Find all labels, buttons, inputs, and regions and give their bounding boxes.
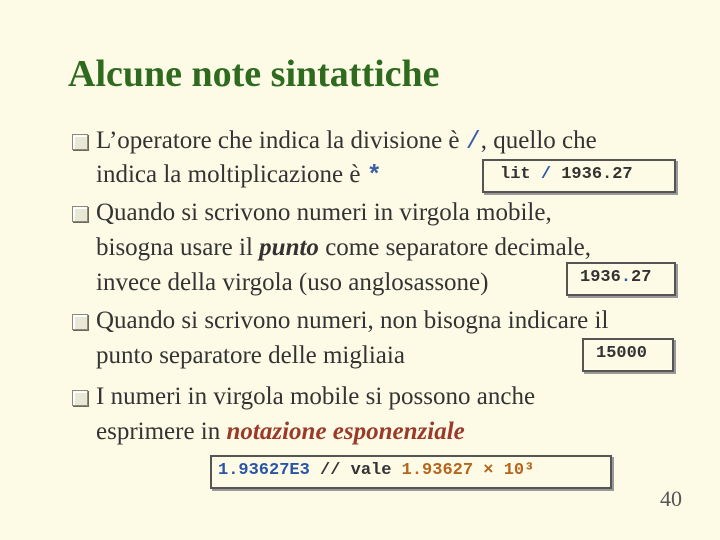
bullet-2-text: Quando si scrivono numeri in virgola mobile, — [96, 199, 552, 226]
bullet-1-line-1 — [96, 126, 597, 157]
exponential-code-box — [210, 455, 612, 489]
slide-number: 40 — [660, 486, 682, 511]
exp-times: × — [483, 461, 494, 480]
bullet-3-line-2 — [96, 341, 405, 371]
division-operator: / — [465, 127, 481, 156]
exp-literal: 1.93627E3 — [218, 461, 310, 480]
exp-mantissa: 1.93627 — [401, 461, 474, 480]
bullet-square-icon — [72, 134, 88, 150]
bullet-square-icon — [72, 390, 88, 406]
bullet-1-text: L’operatore che indica la divisione è — [96, 127, 466, 154]
exp-comment: // vale — [320, 461, 392, 480]
thousands-value: 15000 — [596, 344, 648, 363]
bullet-3-text-2: punto separatore delle migliaia — [96, 342, 405, 369]
bullet-2-text-2b: come separatore decimale, — [318, 234, 592, 261]
code-identifier: lit — [500, 165, 531, 184]
code-value: 1936.27 — [561, 165, 633, 184]
bullet-4-line-1 — [96, 382, 535, 412]
decimal-code-box — [566, 262, 676, 296]
bullet-3-line-1 — [96, 306, 608, 336]
bullet-square-icon — [72, 206, 88, 222]
slide-title: Alcune note sintattiche — [68, 53, 440, 95]
bullet-2-line-3 — [96, 268, 488, 298]
thousands-code-box — [582, 338, 674, 372]
bullet-4-line-2 — [96, 417, 465, 447]
decimal-int-part: 1936 — [580, 268, 621, 287]
division-code-box — [482, 159, 676, 193]
bullet-4-text: I numeri in virgola mobile si possono anche — [96, 383, 536, 410]
bullet-2-line-2 — [96, 233, 591, 263]
bullet-4-emphasis: notazione esponenziale — [226, 418, 465, 445]
bullet-1-line-2 — [96, 160, 382, 191]
bullet-2-emphasis: punto — [259, 234, 319, 261]
bullet-4-text-2a: esprimere in — [96, 418, 227, 445]
code-division-operator: / — [540, 165, 552, 184]
bullet-2-line-1 — [96, 198, 552, 228]
multiplication-operator: * — [366, 161, 382, 190]
decimal-dot: . — [620, 268, 632, 287]
bullet-2-text-2a: bisogna usare il — [96, 234, 260, 261]
bullet-3-text: Quando si scrivono numeri, non bisogna indicare il — [96, 307, 609, 334]
exp-power: 10³ — [503, 461, 535, 480]
decimal-frac-part: 27 — [631, 268, 652, 287]
bullet-square-icon — [72, 314, 88, 330]
bullet-1-text-2: indica la moltiplicazione è — [96, 161, 367, 188]
bullet-1-text-end: , quello che — [480, 127, 597, 154]
bullet-2-text-3: invece della virgola (uso anglosassone) — [96, 269, 489, 296]
